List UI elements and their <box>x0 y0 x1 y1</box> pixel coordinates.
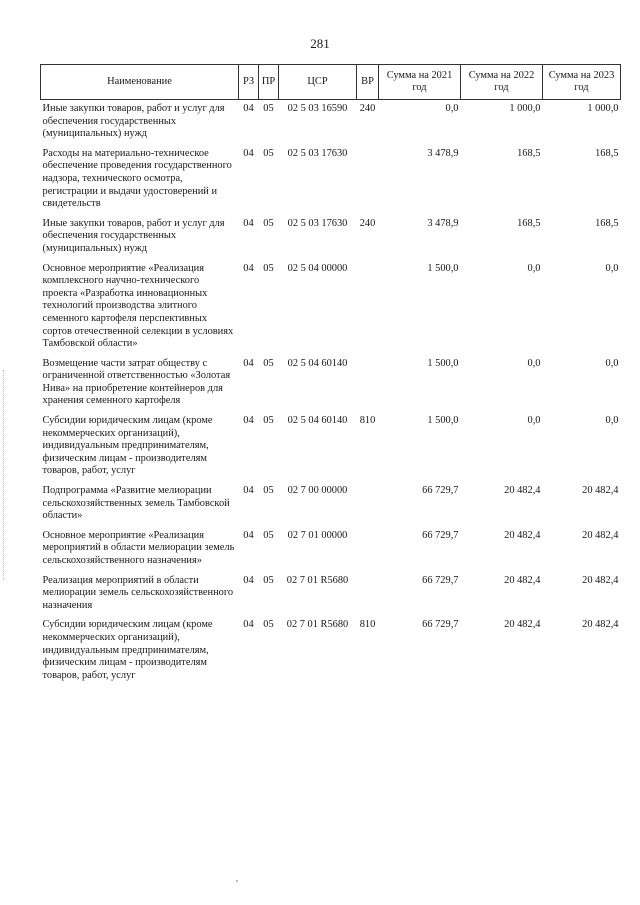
row-sum-2022: 20 482,4 <box>504 485 541 497</box>
row-rz: 04 <box>243 357 254 369</box>
row-csr: 02 5 04 00000 <box>287 262 348 274</box>
header-pr: ПР <box>259 65 279 100</box>
table-row <box>41 215 621 260</box>
row-vr: 240 <box>359 217 376 229</box>
table-row <box>41 616 621 686</box>
row-sum-2023: 1 000,0 <box>587 103 619 114</box>
header-vr: ВР <box>357 65 379 100</box>
row-pr: 05 <box>263 262 274 274</box>
row-csr: 02 7 00 00000 <box>287 485 348 497</box>
row-sum-2021: 66 729,7 <box>422 574 459 586</box>
header-csr: ЦСР <box>279 65 357 100</box>
row-pr: 05 <box>263 415 274 427</box>
row-sum-2021: 1 500,0 <box>427 262 459 274</box>
row-sum-2022: 20 482,4 <box>504 619 541 631</box>
table-row <box>41 260 621 355</box>
row-csr: 02 5 04 60140 <box>287 415 348 427</box>
scan-speck <box>236 880 238 882</box>
row-name: Субсидии юридическим лицам (кроме некоммерческих организаций), индивидуальным предпринимателям, физическим лицам - производителям товаров, работ, услуг <box>42 619 213 681</box>
row-name: Иные закупки товаров, работ и услуг для обеспечения государственных (муниципальных) нужд <box>42 217 225 254</box>
row-sum-2021: 1 500,0 <box>427 415 459 427</box>
row-csr: 02 5 03 17630 <box>287 147 348 159</box>
row-name: Подпрограмма «Развитие мелиорации сельскохозяйственных земель Тамбовской области» <box>42 485 230 522</box>
row-csr: 02 5 03 17630 <box>287 217 348 229</box>
row-sum-2023: 20 482,4 <box>582 619 619 631</box>
row-name: Возмещение части затрат обществу с ограниченной ответственностью «Золотая Нива» на приобретение контейнеров для хранения семенного картофеля <box>42 357 231 407</box>
table-row <box>41 527 621 572</box>
row-vr <box>357 260 379 355</box>
row-pr: 05 <box>263 357 274 369</box>
table-row <box>41 412 621 482</box>
row-rz: 04 <box>243 147 254 159</box>
row-name: Субсидии юридическим лицам (кроме некоммерческих организаций), индивидуальным предпринимателям, физическим лицам - производителям товаров, работ, услуг <box>42 415 213 477</box>
row-vr <box>357 145 379 215</box>
row-sum-2022: 20 482,4 <box>504 574 541 586</box>
row-vr <box>357 355 379 412</box>
row-csr: 02 7 01 R5680 <box>286 619 349 631</box>
budget-table <box>40 64 621 686</box>
row-pr: 05 <box>263 574 274 586</box>
row-sum-2022: 168,5 <box>517 147 541 159</box>
row-sum-2022: 1 000,0 <box>509 103 541 114</box>
row-rz: 04 <box>243 262 254 274</box>
row-sum-2021: 0,0 <box>445 103 459 114</box>
table-row <box>41 572 621 617</box>
row-vr: 810 <box>359 415 376 427</box>
row-sum-2021: 66 729,7 <box>422 619 459 631</box>
row-sum-2023: 20 482,4 <box>582 485 619 497</box>
row-vr: 240 <box>359 103 376 114</box>
row-sum-2022: 0,0 <box>527 415 541 427</box>
header-sum-2022: Сумма на 2022 год <box>461 65 543 100</box>
row-pr: 05 <box>263 619 274 631</box>
row-rz: 04 <box>243 529 254 541</box>
row-pr: 05 <box>263 529 274 541</box>
table-row <box>41 482 621 527</box>
header-sum-2021: Сумма на 2021 год <box>379 65 461 100</box>
row-csr: 02 7 01 R5680 <box>286 574 349 586</box>
row-name: Иные закупки товаров, работ и услуг для обеспечения государственных (муниципальных) нужд <box>42 103 225 140</box>
row-rz: 04 <box>243 619 254 631</box>
page-number: 281 <box>310 36 330 51</box>
row-sum-2023: 168,5 <box>595 147 619 159</box>
row-rz: 04 <box>243 574 254 586</box>
row-name: Основное мероприятие «Реализация мероприятий в области мелиорации земель сельскохозяйственного назначения» <box>42 529 235 566</box>
row-csr: 02 7 01 00000 <box>287 529 348 541</box>
table-row <box>41 100 621 145</box>
row-rz: 04 <box>243 485 254 497</box>
row-sum-2023: 168,5 <box>595 217 619 229</box>
table-header-row <box>41 65 621 100</box>
row-sum-2023: 20 482,4 <box>582 529 619 541</box>
header-sum-2023: Сумма на 2023 год <box>543 65 621 100</box>
row-sum-2021: 66 729,7 <box>422 529 459 541</box>
row-sum-2023: 0,0 <box>605 262 619 274</box>
row-sum-2023: 0,0 <box>605 415 619 427</box>
scan-edge-mark <box>3 370 5 580</box>
row-sum-2022: 168,5 <box>517 217 541 229</box>
row-csr: 02 5 04 60140 <box>287 357 348 369</box>
row-sum-2023: 0,0 <box>605 357 619 369</box>
table-row <box>41 355 621 412</box>
header-rz: РЗ <box>239 65 259 100</box>
row-vr: 810 <box>359 619 376 631</box>
header-name: Наименование <box>41 65 239 100</box>
row-pr: 05 <box>263 103 274 114</box>
row-name: Реализация мероприятий в области мелиорации земель сельскохозяйственного назначения <box>42 574 234 611</box>
row-vr <box>357 572 379 617</box>
row-pr: 05 <box>263 217 274 229</box>
row-name: Основное мероприятие «Реализация комплексного научно-технического проекта «Разработка инновационных технологий производства элитного семенного картофеля перспективных сортов отечественной селекции в условиях Тамбовской области» <box>42 262 234 350</box>
row-rz: 04 <box>243 103 254 114</box>
row-sum-2021: 3 478,9 <box>427 217 459 229</box>
row-sum-2023: 20 482,4 <box>582 574 619 586</box>
row-sum-2022: 0,0 <box>527 262 541 274</box>
row-vr <box>357 527 379 572</box>
row-sum-2021: 3 478,9 <box>427 147 459 159</box>
row-sum-2022: 0,0 <box>527 357 541 369</box>
row-csr: 02 5 03 16590 <box>287 103 348 114</box>
row-sum-2021: 66 729,7 <box>422 485 459 497</box>
row-sum-2021: 1 500,0 <box>427 357 459 369</box>
row-rz: 04 <box>243 217 254 229</box>
table-row <box>41 145 621 215</box>
row-name: Расходы на материально-техническое обеспечение проведения государственного надзора, технического осмотра, регистрации и выдачи удостоверений и свидетельств <box>42 147 232 210</box>
row-sum-2022: 20 482,4 <box>504 529 541 541</box>
row-pr: 05 <box>263 147 274 159</box>
row-vr <box>357 482 379 527</box>
row-pr: 05 <box>263 485 274 497</box>
row-rz: 04 <box>243 415 254 427</box>
